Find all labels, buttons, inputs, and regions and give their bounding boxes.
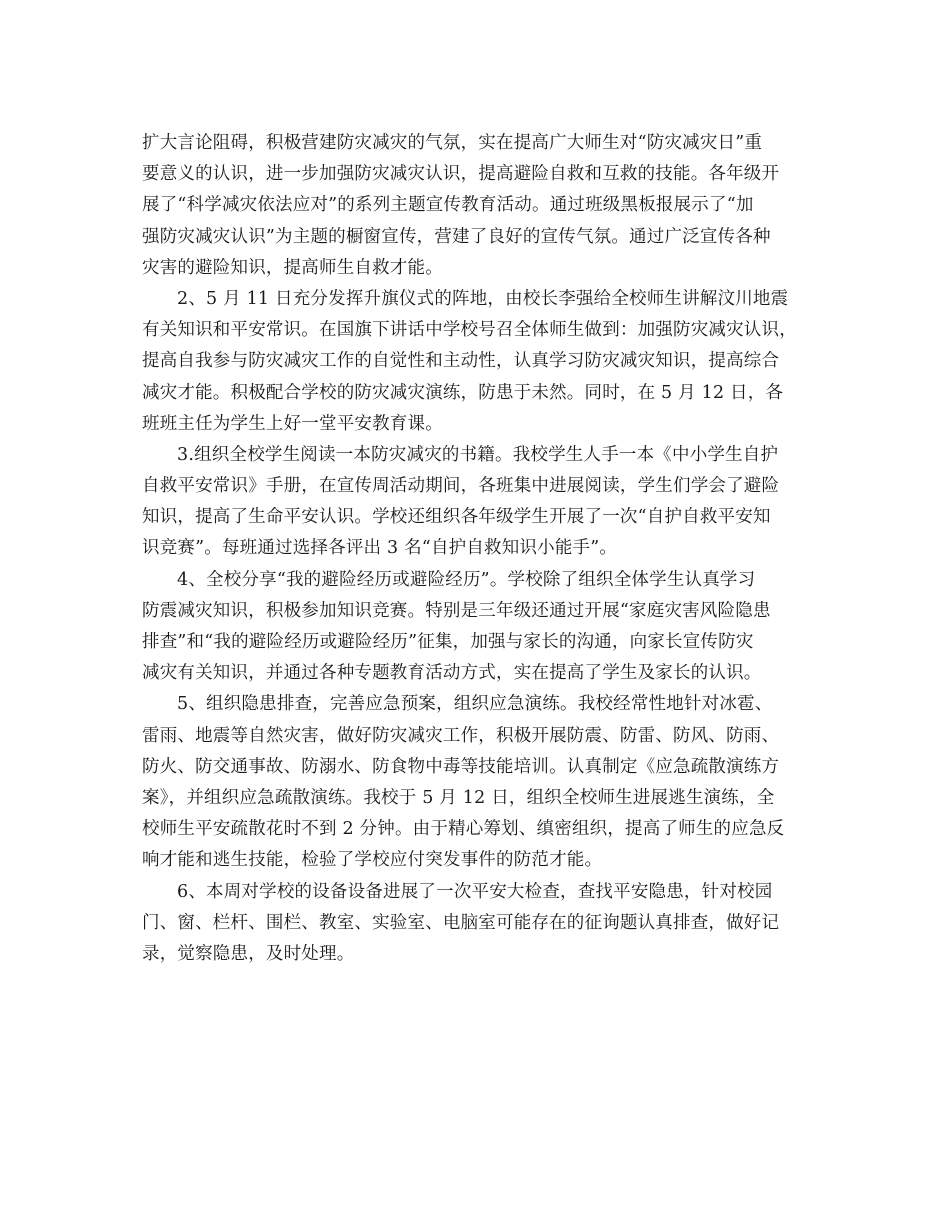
text-line: 有关知识和平安常识。在国旗下讲话中学校号召全体师生做到：加强防灾减灾认识， bbox=[142, 320, 797, 341]
text-line: 识竞赛”。每班通过选择各评出 3 名“自护自救知识小能手”。 bbox=[142, 538, 618, 559]
text-line: 4、全校分享“我的避险经历或避险经历”。学校除了组织全体学生认真学习 bbox=[177, 569, 756, 590]
text-line: 响才能和逃生技能，检验了学校应付突发事件的防范才能。 bbox=[142, 850, 603, 871]
text-line: 校师生平安疏散花时不到 2 分钟。由于精心筹划、缜密组织，提高了师生的应急反 bbox=[142, 819, 785, 840]
text-line: 5、组织隐患排查，完善应急预案，组织应急演练。我校经常性地针对冰雹、 bbox=[177, 694, 773, 715]
text-line: 减灾有关知识，并通过各种专题教育活动方式，实在提高了学生及家长的认识。 bbox=[142, 663, 762, 684]
text-line: 班班主任为学生上好一堂平安教育课。 bbox=[142, 413, 443, 434]
text-line: 门、窗、栏杆、围栏、教室、实验室、电脑室可能存在的征询题认真排查，做好记 bbox=[142, 912, 780, 933]
text-line: 减灾才能。积极配合学校的防灾减灾演练，防患于未然。同时，在 5 月 12 日，各 bbox=[142, 382, 784, 403]
text-line: 提高自我参与防灾减灾工作的自觉性和主动性，认真学习防灾减灾知识，提高综合 bbox=[142, 351, 780, 372]
text-line: 要意义的认识，进一步加强防灾减灾认识，提高避险自救和互救的技能。各年级开 bbox=[142, 164, 780, 185]
text-line: 知识，提高了生命平安认识。学校还组织各年级学生开展了一次“自护自救平安知 bbox=[142, 507, 771, 528]
document-body bbox=[142, 128, 818, 970]
text-line: 展了“科学减灾依法应对”的系列主题宣传教育活动。通过班级黑板报展示了“加 bbox=[142, 195, 754, 216]
text-line: 自救平安常识》手册，在宣传周活动期间，各班集中进展阅读，学生们学会了避险 bbox=[142, 476, 780, 497]
text-line: 2、5 月 11 日充分发挥升旗仪式的阵地，由校长李强给全校师生讲解汶川地震 bbox=[177, 288, 789, 309]
text-line: 防火、防交通事故、防溺水、防食物中毒等技能培训。认真制定《应急疏散演练方 bbox=[142, 756, 780, 777]
text-line: 扩大言论阻碍，积极营建防灾减灾的气氛，实在提高广大师生对“防灾减灾日”重 bbox=[142, 133, 763, 153]
text-line: 强防灾减灾认识”为主题的橱窗宣传，营建了良好的宣传气氛。通过广泛宣传各种 bbox=[142, 226, 771, 247]
text-line: 排查”和“我的避险经历或避险经历”征集，加强与家长的沟通，向家长宣传防灾 bbox=[142, 632, 754, 652]
text-line: 防震减灾知识，积极参加知识竞赛。特别是三年级还通过开展“家庭灾害风险隐患 bbox=[142, 600, 771, 621]
text-line: 案》，并组织应急疏散演练。我校于 5 月 12 日，组织全校师生进展逃生演练，全 bbox=[142, 787, 775, 808]
text-line: 灾害的避险知识，提高师生自救才能。 bbox=[142, 257, 443, 278]
text-line: 雷雨、地震等自然灾害，做好防灾减灾工作，积极开展防震、防雷、防风、防雨、 bbox=[142, 725, 780, 746]
text-line: 3.组织全校学生阅读一本防灾减灾的书籍。我校学生人手一本《中小学生自护 bbox=[177, 444, 779, 465]
text-line: 6、本周对学校的设备设备进展了一次平安大检查，查找平安隐患，针对校园 bbox=[177, 881, 773, 902]
text-line: 录，觉察隐患，及时处理。 bbox=[142, 943, 355, 964]
